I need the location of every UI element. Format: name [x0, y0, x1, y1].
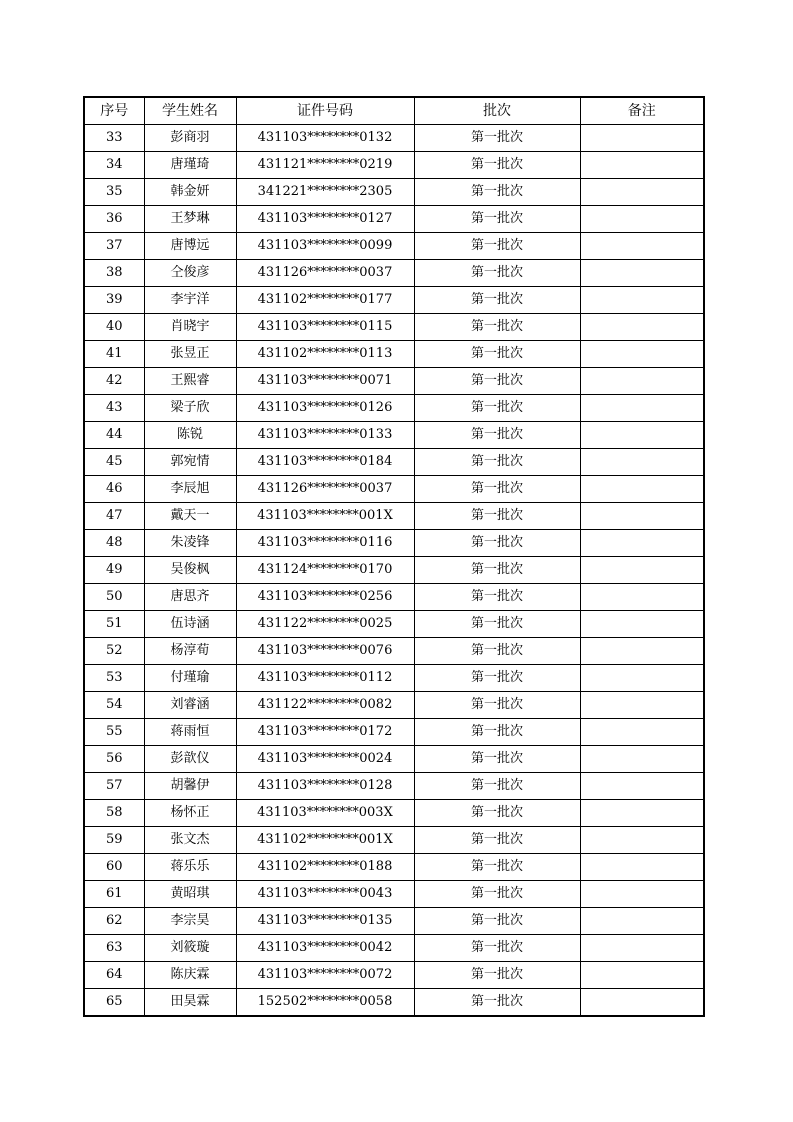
cell-batch: 第一批次 [414, 395, 580, 422]
cell-batch: 第一批次 [414, 341, 580, 368]
cell-batch: 第一批次 [414, 314, 580, 341]
cell-remark [580, 692, 704, 719]
cell-name: 吴俊枫 [144, 557, 236, 584]
table-row [84, 260, 704, 287]
cell-remark [580, 719, 704, 746]
cell-name: 付瑾瑜 [144, 665, 236, 692]
cell-batch: 第一批次 [414, 638, 580, 665]
cell-id: 431122********0025 [236, 611, 414, 638]
cell-name: 蒋雨恒 [144, 719, 236, 746]
cell-name: 梁子欣 [144, 395, 236, 422]
table-row [84, 125, 704, 152]
cell-batch: 第一批次 [414, 125, 580, 152]
table-row [84, 638, 704, 665]
table-row [84, 557, 704, 584]
cell-name: 唐瑾琦 [144, 152, 236, 179]
table-body [84, 125, 704, 1017]
cell-id: 431103********001X [236, 503, 414, 530]
cell-batch: 第一批次 [414, 800, 580, 827]
cell-no: 45 [84, 449, 144, 476]
cell-name: 肖晓宇 [144, 314, 236, 341]
table-row [84, 152, 704, 179]
cell-remark [580, 773, 704, 800]
cell-remark [580, 449, 704, 476]
cell-no: 62 [84, 908, 144, 935]
header-no: 序号 [84, 97, 144, 125]
cell-remark [580, 665, 704, 692]
cell-remark [580, 125, 704, 152]
cell-id: 431103********0076 [236, 638, 414, 665]
cell-no: 36 [84, 206, 144, 233]
table-row [84, 908, 704, 935]
table-row [84, 395, 704, 422]
cell-no: 42 [84, 368, 144, 395]
cell-batch: 第一批次 [414, 908, 580, 935]
cell-batch: 第一批次 [414, 611, 580, 638]
table-row [84, 881, 704, 908]
cell-batch: 第一批次 [414, 368, 580, 395]
cell-batch: 第一批次 [414, 719, 580, 746]
cell-id: 431121********0219 [236, 152, 414, 179]
cell-id: 431102********0188 [236, 854, 414, 881]
cell-batch: 第一批次 [414, 881, 580, 908]
cell-id: 431103********0043 [236, 881, 414, 908]
cell-id: 431102********001X [236, 827, 414, 854]
cell-remark [580, 530, 704, 557]
table-row [84, 287, 704, 314]
cell-remark [580, 827, 704, 854]
cell-batch: 第一批次 [414, 422, 580, 449]
cell-no: 63 [84, 935, 144, 962]
cell-name: 韩金妍 [144, 179, 236, 206]
cell-id: 431103********0172 [236, 719, 414, 746]
cell-batch: 第一批次 [414, 935, 580, 962]
cell-no: 46 [84, 476, 144, 503]
table-row [84, 179, 704, 206]
table-row [84, 746, 704, 773]
cell-id: 431103********0112 [236, 665, 414, 692]
cell-id: 431103********003X [236, 800, 414, 827]
cell-batch: 第一批次 [414, 530, 580, 557]
table-row [84, 341, 704, 368]
cell-name: 黄昭琪 [144, 881, 236, 908]
cell-name: 陈庆霖 [144, 962, 236, 989]
table-row [84, 233, 704, 260]
cell-no: 33 [84, 125, 144, 152]
cell-batch: 第一批次 [414, 476, 580, 503]
table-row [84, 935, 704, 962]
cell-batch: 第一批次 [414, 989, 580, 1017]
cell-batch: 第一批次 [414, 773, 580, 800]
table-row [84, 962, 704, 989]
cell-batch: 第一批次 [414, 557, 580, 584]
table-row [84, 314, 704, 341]
cell-remark [580, 989, 704, 1017]
cell-no: 41 [84, 341, 144, 368]
cell-batch: 第一批次 [414, 287, 580, 314]
table-row [84, 449, 704, 476]
cell-batch: 第一批次 [414, 179, 580, 206]
cell-name: 伍诗涵 [144, 611, 236, 638]
cell-no: 37 [84, 233, 144, 260]
cell-batch: 第一批次 [414, 152, 580, 179]
cell-batch: 第一批次 [414, 962, 580, 989]
cell-id: 431103********0024 [236, 746, 414, 773]
cell-id: 152502********0058 [236, 989, 414, 1017]
table-row [84, 503, 704, 530]
cell-id: 431103********0127 [236, 206, 414, 233]
header-batch: 批次 [414, 97, 580, 125]
cell-name: 戴天一 [144, 503, 236, 530]
cell-id: 431124********0170 [236, 557, 414, 584]
cell-no: 53 [84, 665, 144, 692]
cell-no: 47 [84, 503, 144, 530]
cell-id: 431103********0132 [236, 125, 414, 152]
cell-remark [580, 287, 704, 314]
cell-remark [580, 476, 704, 503]
cell-name: 田昊霖 [144, 989, 236, 1017]
cell-batch: 第一批次 [414, 503, 580, 530]
cell-no: 58 [84, 800, 144, 827]
cell-no: 40 [84, 314, 144, 341]
cell-remark [580, 746, 704, 773]
cell-no: 59 [84, 827, 144, 854]
cell-name: 朱凌锋 [144, 530, 236, 557]
cell-remark [580, 800, 704, 827]
cell-remark [580, 881, 704, 908]
cell-no: 56 [84, 746, 144, 773]
cell-remark [580, 557, 704, 584]
cell-no: 57 [84, 773, 144, 800]
cell-id: 431126********0037 [236, 476, 414, 503]
cell-remark [580, 422, 704, 449]
cell-remark [580, 314, 704, 341]
cell-id: 431103********0184 [236, 449, 414, 476]
header-id: 证件号码 [236, 97, 414, 125]
cell-remark [580, 260, 704, 287]
student-list-table [83, 96, 705, 1017]
cell-no: 61 [84, 881, 144, 908]
table-row [84, 854, 704, 881]
header-name: 学生姓名 [144, 97, 236, 125]
cell-id: 431103********0128 [236, 773, 414, 800]
cell-remark [580, 962, 704, 989]
cell-no: 51 [84, 611, 144, 638]
cell-name: 彭歆仪 [144, 746, 236, 773]
header-row [84, 97, 704, 125]
cell-no: 38 [84, 260, 144, 287]
header-remark: 备注 [580, 97, 704, 125]
cell-name: 唐思齐 [144, 584, 236, 611]
cell-name: 胡馨伊 [144, 773, 236, 800]
cell-no: 34 [84, 152, 144, 179]
cell-remark [580, 233, 704, 260]
cell-no: 49 [84, 557, 144, 584]
cell-remark [580, 368, 704, 395]
cell-batch: 第一批次 [414, 233, 580, 260]
table-row [84, 530, 704, 557]
cell-id: 431102********0177 [236, 287, 414, 314]
cell-no: 39 [84, 287, 144, 314]
cell-id: 431103********0115 [236, 314, 414, 341]
cell-no: 55 [84, 719, 144, 746]
table-row [84, 584, 704, 611]
cell-remark [580, 341, 704, 368]
cell-no: 60 [84, 854, 144, 881]
cell-remark [580, 584, 704, 611]
cell-batch: 第一批次 [414, 692, 580, 719]
cell-batch: 第一批次 [414, 260, 580, 287]
table-row [84, 422, 704, 449]
table-row [84, 827, 704, 854]
cell-no: 65 [84, 989, 144, 1017]
cell-name: 李宗昊 [144, 908, 236, 935]
cell-name: 陈锐 [144, 422, 236, 449]
table-row [84, 206, 704, 233]
cell-id: 431103********0116 [236, 530, 414, 557]
cell-name: 李宇洋 [144, 287, 236, 314]
cell-batch: 第一批次 [414, 206, 580, 233]
cell-batch: 第一批次 [414, 584, 580, 611]
table-row [84, 611, 704, 638]
table-row [84, 665, 704, 692]
cell-id: 431103********0042 [236, 935, 414, 962]
table-row [84, 368, 704, 395]
cell-no: 52 [84, 638, 144, 665]
cell-id: 431103********0256 [236, 584, 414, 611]
cell-remark [580, 503, 704, 530]
table-header [84, 97, 704, 125]
cell-no: 35 [84, 179, 144, 206]
cell-name: 张昱正 [144, 341, 236, 368]
cell-remark [580, 179, 704, 206]
cell-no: 44 [84, 422, 144, 449]
cell-name: 李辰旭 [144, 476, 236, 503]
cell-name: 杨淳荀 [144, 638, 236, 665]
cell-name: 唐博远 [144, 233, 236, 260]
cell-remark [580, 611, 704, 638]
cell-remark [580, 854, 704, 881]
table-row [84, 476, 704, 503]
cell-name: 郭宛情 [144, 449, 236, 476]
cell-name: 杨怀正 [144, 800, 236, 827]
cell-remark [580, 935, 704, 962]
cell-name: 刘睿涵 [144, 692, 236, 719]
cell-id: 431103********0126 [236, 395, 414, 422]
cell-id: 431103********0135 [236, 908, 414, 935]
table-row [84, 719, 704, 746]
cell-remark [580, 638, 704, 665]
table-row [84, 773, 704, 800]
cell-name: 王梦琳 [144, 206, 236, 233]
cell-remark [580, 395, 704, 422]
cell-name: 彭商羽 [144, 125, 236, 152]
cell-id: 431102********0113 [236, 341, 414, 368]
cell-no: 54 [84, 692, 144, 719]
cell-batch: 第一批次 [414, 665, 580, 692]
cell-no: 43 [84, 395, 144, 422]
cell-batch: 第一批次 [414, 746, 580, 773]
cell-id: 341221********2305 [236, 179, 414, 206]
cell-name: 仝俊彦 [144, 260, 236, 287]
cell-batch: 第一批次 [414, 827, 580, 854]
cell-id: 431103********0099 [236, 233, 414, 260]
table-row [84, 800, 704, 827]
cell-remark [580, 152, 704, 179]
table-row [84, 989, 704, 1017]
cell-no: 48 [84, 530, 144, 557]
cell-name: 蒋乐乐 [144, 854, 236, 881]
cell-name: 王熙睿 [144, 368, 236, 395]
cell-id: 431103********0133 [236, 422, 414, 449]
cell-batch: 第一批次 [414, 854, 580, 881]
cell-name: 张文杰 [144, 827, 236, 854]
table-row [84, 692, 704, 719]
cell-no: 64 [84, 962, 144, 989]
cell-id: 431122********0082 [236, 692, 414, 719]
cell-remark [580, 908, 704, 935]
cell-id: 431126********0037 [236, 260, 414, 287]
cell-remark [580, 206, 704, 233]
cell-name: 刘筱璇 [144, 935, 236, 962]
cell-id: 431103********0071 [236, 368, 414, 395]
cell-no: 50 [84, 584, 144, 611]
cell-id: 431103********0072 [236, 962, 414, 989]
cell-batch: 第一批次 [414, 449, 580, 476]
